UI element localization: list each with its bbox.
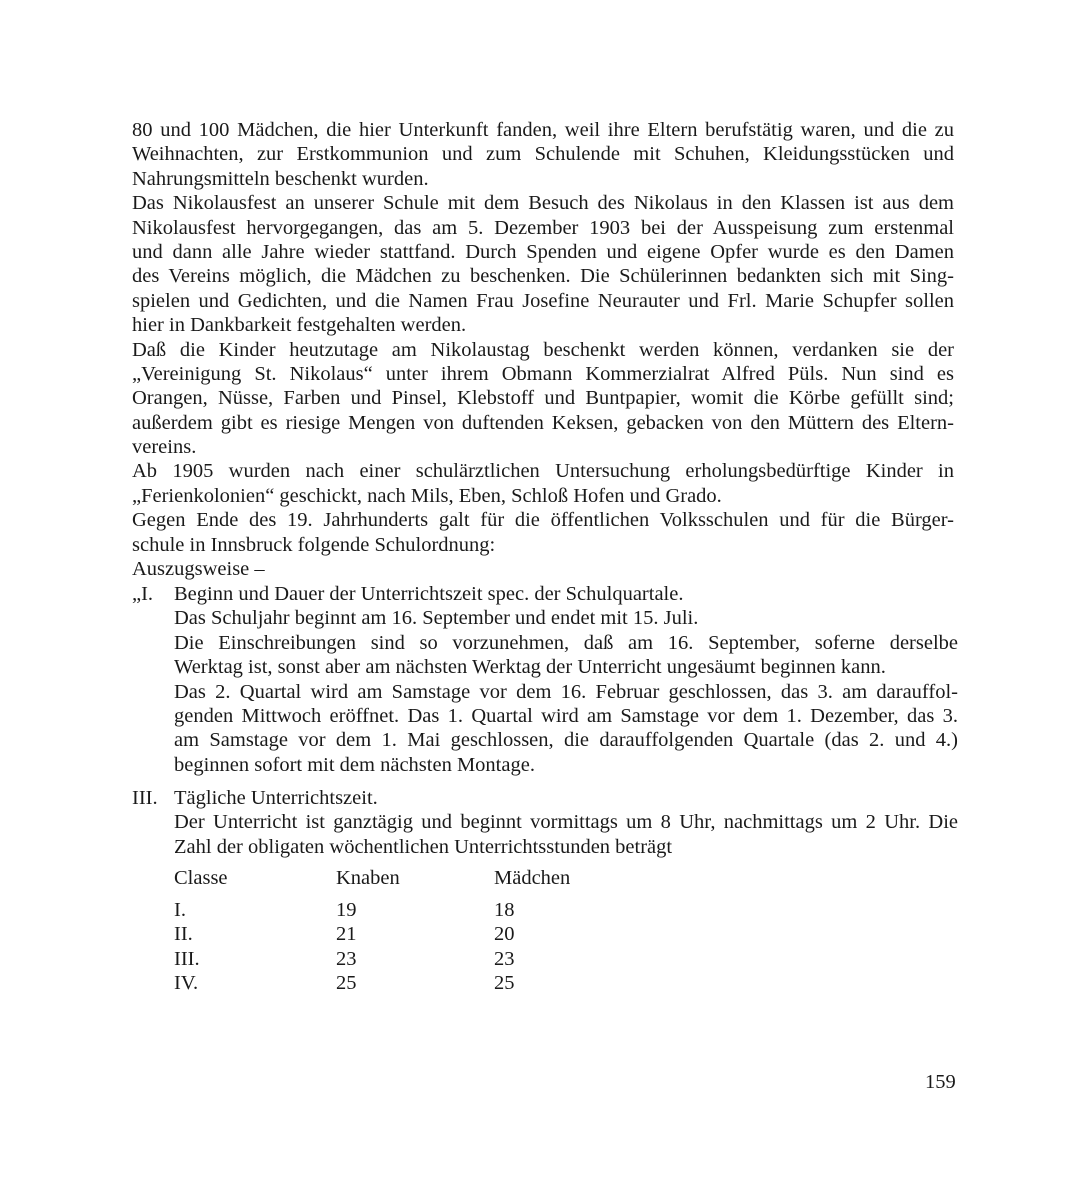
text-line: „Vereinigung St. Nikolaus“ unter ihrem Obmann Kommerzialrat Alfred Püls. Nun sind es <box>132 362 954 385</box>
text-line: schule in Innsbruck folgende Schulordnung: <box>132 533 496 556</box>
text-line: Daß die Kinder heutzutage am Nikolaustag beschenkt werden können, verdanken sie der <box>132 338 954 361</box>
text-line: 80 und 100 Mädchen, die hier Unterkunft fanden, weil ihre Eltern berufstätig waren, und die zu <box>132 119 954 141</box>
text-line: Werktag ist, sonst aber am nächsten Werktag der Unterricht ungesäumt beginnen kann. <box>174 656 886 679</box>
table-cell: 19 <box>336 899 357 921</box>
text-line: „Ferienkolonien“ geschickt, nach Mils, Eben, Schloß Hofen und Grado. <box>132 484 722 507</box>
table-cell: 21 <box>336 923 357 946</box>
text-line: genden Mittwoch eröffnet. Das 1. Quartal wird am Samstage vor dem 1. Dezember, das 3. <box>174 704 958 727</box>
text-line: Nahrungsmitteln beschenkt wurden. <box>132 167 429 190</box>
text-line: und dann alle Jahre wieder stattfand. Durch Spenden und eigene Opfer wurde es den Damen <box>132 240 954 263</box>
paragraph <box>132 508 954 557</box>
text-line: Das Schuljahr beginnt am 16. September und endet mit 15. Juli. <box>174 607 699 630</box>
table-cell: 25 <box>336 972 357 995</box>
section-body <box>174 786 958 859</box>
text-line: Tägliche Unterrichtszeit. <box>174 787 378 809</box>
text-line: beginnen sofort mit dem nächsten Montage. <box>174 753 535 776</box>
paragraph <box>132 557 954 581</box>
text-line: außerdem gibt es riesige Mengen von duftenden Keksen, gebacken von den Müttern des Eltern- <box>132 411 954 434</box>
paragraph <box>132 338 954 460</box>
text-line: Auszugsweise – <box>132 558 265 581</box>
text-line: Weihnachten, zur Erstkommunion und zum Schulende mit Schuhen, Kleidungsstücken und <box>132 143 954 166</box>
table-header-cell: Classe <box>174 867 228 889</box>
section-label: III. <box>132 787 158 809</box>
section-label: „I. <box>132 583 154 605</box>
paragraph <box>132 191 954 337</box>
text-line: vereins. <box>132 436 197 459</box>
text-line: Das 2. Quartal wird am Samstage vor dem 16. Februar geschlossen, das 3. am darauffol- <box>174 680 958 703</box>
text-line: Orangen, Nüsse, Farben und Pinsel, Klebstoff und Buntpapier, womit die Körbe gefüllt sind; <box>132 387 954 410</box>
text-line: Nikolausfest hervorgegangen, das am 5. Dezember 1903 bei der Ausspeisung zum erstenmal <box>132 216 954 239</box>
text-line: spielen und Gedichten, und die Namen Frau Josefine Neurauter und Frl. Marie Schupfer sollen <box>132 289 954 312</box>
table-cell: 23 <box>494 947 515 970</box>
table-cell: 25 <box>494 972 515 995</box>
section-iii <box>132 786 958 860</box>
paragraph <box>132 459 954 508</box>
body-text <box>132 118 954 581</box>
text-line: Der Unterricht ist ganztägig und beginnt vormittags um 8 Uhr, nachmittags um 2 Uhr. Die <box>174 811 958 834</box>
table-cell: II. <box>174 923 193 946</box>
table-header-cell: Knaben <box>336 867 400 889</box>
text-line: Ab 1905 wurden nach einer schulärztlichen Untersuchung erholungsbedürftige Kinder in <box>132 460 954 483</box>
table-cell: I. <box>174 899 186 921</box>
text-line: Zahl der obligaten wöchentlichen Unterrichtsstunden beträgt <box>174 835 673 858</box>
text-line: hier in Dankbarkeit festgehalten werden. <box>132 314 467 337</box>
section-body <box>174 582 958 777</box>
text-line: Die Einschreibungen sind so vorzunehmen, daß am 16. September, soferne derselbe <box>174 631 958 654</box>
table-cell: III. <box>174 947 200 970</box>
paragraph <box>132 118 954 191</box>
table-header-cell: Mädchen <box>494 867 571 889</box>
table-cell: 20 <box>494 923 515 946</box>
text-line: des Vereins möglich, die Mädchen zu beschenken. Die Schülerinnen bedankten sich mit Sing- <box>132 265 954 288</box>
text-line: Beginn und Dauer der Unterrichtszeit spec. der Schulquartale. <box>174 583 684 605</box>
section-i <box>132 582 958 778</box>
text-line: am Samstage vor dem 1. Mai geschlossen, die darauffolgenden Quartale (das 2. und 4.) <box>174 729 958 752</box>
table-cell: 18 <box>494 899 515 921</box>
table-cell: 23 <box>336 947 357 970</box>
text-line: Das Nikolausfest an unserer Schule mit dem Besuch des Nikolaus in den Klassen ist aus dem <box>132 192 954 215</box>
table-cell: IV. <box>174 972 199 995</box>
page-number: 159 <box>925 1071 956 1093</box>
text-line: Gegen Ende des 19. Jahrhunderts galt für die öffentlichen Volksschulen und für die Bürger- <box>132 509 954 532</box>
